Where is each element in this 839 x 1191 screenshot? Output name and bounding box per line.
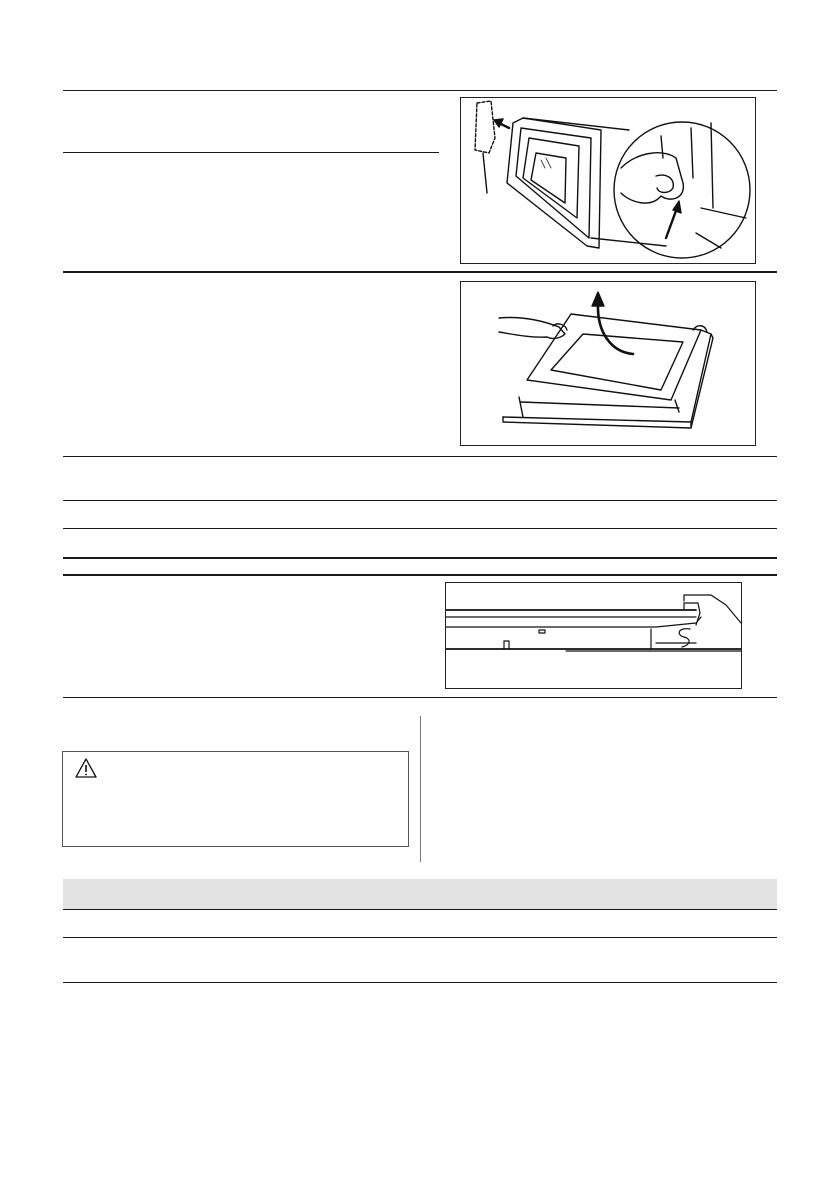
section-rule <box>63 697 777 698</box>
section-rule <box>63 456 777 457</box>
figure-remove-glass-holder <box>460 97 756 264</box>
step-rule <box>63 152 439 153</box>
lift-glass-panel-illustration <box>461 282 755 445</box>
figure-glass-panel-marking <box>445 582 742 689</box>
section-rule <box>63 557 777 559</box>
table-row-divider <box>63 909 777 910</box>
door-glass-clip-illustration <box>461 98 755 263</box>
column-divider <box>420 716 421 862</box>
section-rule <box>63 271 777 273</box>
section-rule <box>63 500 777 501</box>
section-rule-top <box>63 90 777 91</box>
table-header-row <box>63 879 777 909</box>
section-rule <box>63 528 777 529</box>
section-rule <box>63 574 777 576</box>
glass-panel-corner-illustration <box>446 583 741 688</box>
table-row-divider <box>63 982 777 983</box>
figure-lift-inner-glass <box>460 281 756 446</box>
table-row-divider <box>63 937 777 938</box>
warning-triangle-icon <box>74 757 98 779</box>
warning-box <box>62 751 409 847</box>
